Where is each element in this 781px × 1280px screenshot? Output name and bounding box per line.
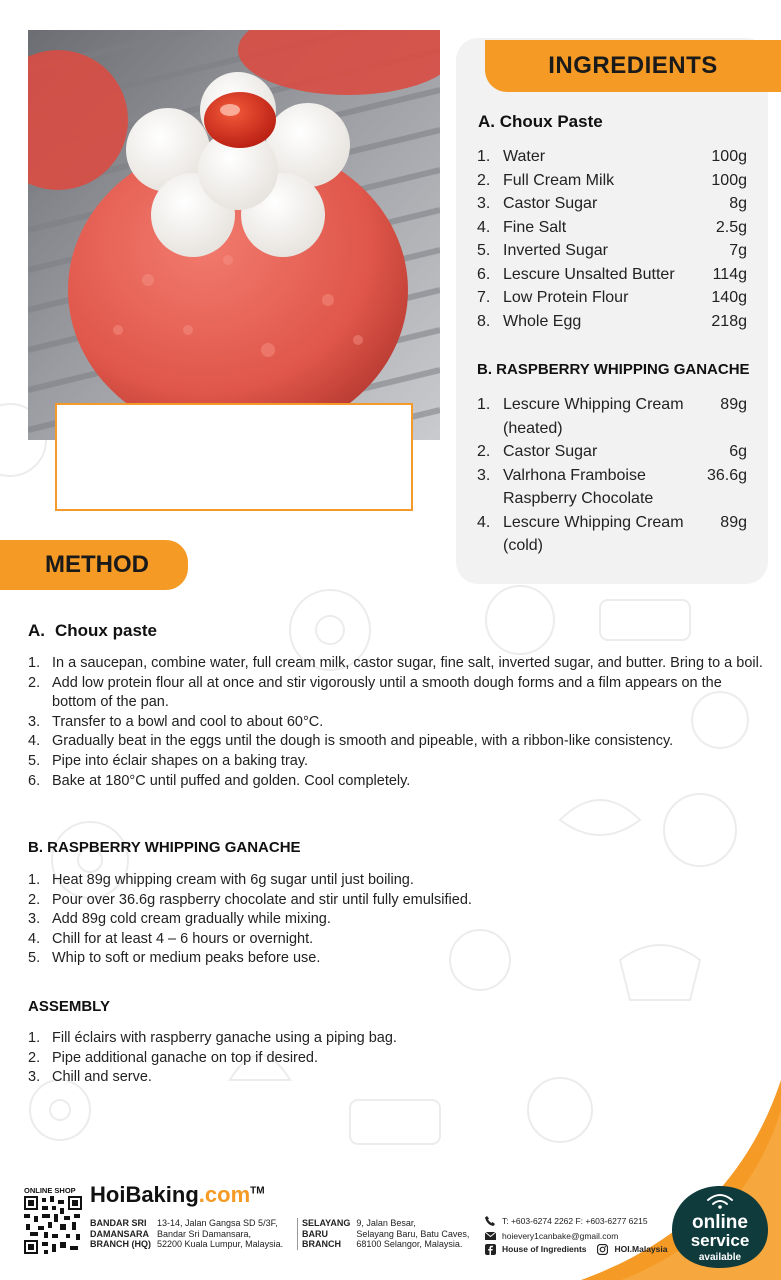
ingredients-list-a [477, 145, 747, 333]
facebook-icon[interactable] [484, 1243, 496, 1255]
list-item: 3. Castor Sugar 8g [477, 195, 747, 212]
ingredients-title: INGREDIENTS [485, 40, 781, 92]
list-item: 3. Chill and serve. [28, 1069, 152, 1086]
method-section-a-title: A. Choux paste [28, 621, 158, 640]
instagram-icon[interactable] [597, 1243, 609, 1255]
list-item: 4. Lescure Whipping Cream (cold) 89g [477, 513, 747, 554]
list-item: 3. Transfer to a bowl and cool to about 60°C. [28, 713, 324, 730]
badge-service-text: service [690, 1231, 750, 1250]
method-steps-b [28, 871, 768, 969]
list-item: 1. Heat 89g whipping cream with 6g sugar until just boiling. [28, 872, 414, 888]
qr-code-icon[interactable] [24, 1196, 82, 1254]
list-item: 2. Pour over 36.6g raspberry chocolate and stir until fully emulsified. [28, 891, 472, 908]
list-item: 5. Inverted Sugar 7g [477, 242, 747, 259]
facebook-link[interactable]: House of Ingredients [502, 1244, 587, 1254]
phone-icon [484, 1215, 496, 1227]
list-item: 4. Chill for at least 4 – 6 hours or overnight. [28, 930, 314, 947]
instagram-link[interactable]: HOI.Malaysia [614, 1244, 668, 1254]
contact-email[interactable]: hoievery1canbake@gmail.com [484, 1230, 618, 1242]
list-item: 1. Water 100g [477, 148, 747, 165]
online-service-badge [670, 1184, 770, 1270]
list-item: 4. Gradually beat in the eggs until the dough is smooth and pipeable, with a ribbon-like consistency. [28, 733, 674, 750]
brand-logo: HoiBaking.com™ [90, 1182, 265, 1207]
list-item: 1. Fill éclairs with raspberry ganache using a piping bag. [28, 1030, 397, 1046]
photo-caption-box [55, 403, 413, 511]
list-item: 2. Full Cream Milk 100g [477, 171, 747, 189]
list-item: 3. Add 89g cold cream gradually while mixing. [28, 911, 331, 928]
badge-available-text: available [698, 1252, 742, 1263]
list-item: 4. Fine Salt 2.5g [477, 218, 747, 236]
choux-photo [28, 30, 440, 440]
ingredients-section-a-title: A. Choux Paste [478, 112, 603, 131]
list-item: 8. Whole Egg 218g [477, 312, 747, 330]
method-section-b-title: B. RASPBERRY WHIPPING GANACHE [28, 839, 301, 856]
badge-online-text: online [692, 1212, 748, 1233]
method-section-c-title: ASSEMBLY [28, 998, 110, 1015]
list-item: 5. Whip to soft or medium peaks before use. [28, 950, 321, 967]
list-item: 5. Pipe into éclair shapes on a baking tray. [28, 752, 309, 769]
footer [0, 1180, 781, 1280]
list-item: 6. Bake at 180°C until puffed and golden. Cool completely. [28, 772, 411, 789]
list-item: 1. Lescure Whipping Cream (heated) 89g [477, 396, 747, 437]
list-item: 2. Pipe additional ganache on top if desired. [28, 1049, 319, 1066]
list-item: 7. Low Protein Flour 140g [477, 289, 747, 306]
list-item: 2. Add low protein flour all at once and stir vigorously until a smooth dough forms and a film appears on the bottom of the pan. [28, 674, 722, 711]
ingredients-section-b-title: B. RASPBERRY WHIPPING GANACHE [477, 361, 750, 378]
contact-phone: T: +603-6274 2262 F: +603-6277 6215 [484, 1215, 648, 1227]
branch-selayang: SELAYANG BARU BRANCH 9, Jalan Besar, Selayang Baru, Batu Caves, 68100 Selangor, Malaysia. [297, 1218, 469, 1250]
list-item: 2. Castor Sugar 6g [477, 443, 747, 460]
contact-social [484, 1243, 667, 1255]
ingredients-list-b [477, 393, 747, 558]
list-item: 1. In a saucepan, combine water, full cream milk, castor sugar, fine salt, inverted sugar, and butter. Bring to a boil. [28, 655, 763, 671]
online-shop-label: ONLINE SHOP [24, 1186, 76, 1195]
mail-icon [484, 1230, 496, 1242]
list-item: 6. Lescure Unsalted Butter 114g [477, 265, 747, 283]
list-item: 3. Valrhona Framboise Raspberry Chocolate 36.6g [477, 466, 747, 507]
method-steps-a [28, 654, 768, 791]
method-steps-c [28, 1029, 768, 1088]
branch-hq: BANDAR SRI DAMANSARA BRANCH (HQ) 13-14, Jalan Gangsa SD 5/3F, Bandar Sri Damansara, 52200 Kuala Lumpur, Malaysia. [90, 1218, 284, 1249]
method-title: METHOD [0, 540, 188, 590]
